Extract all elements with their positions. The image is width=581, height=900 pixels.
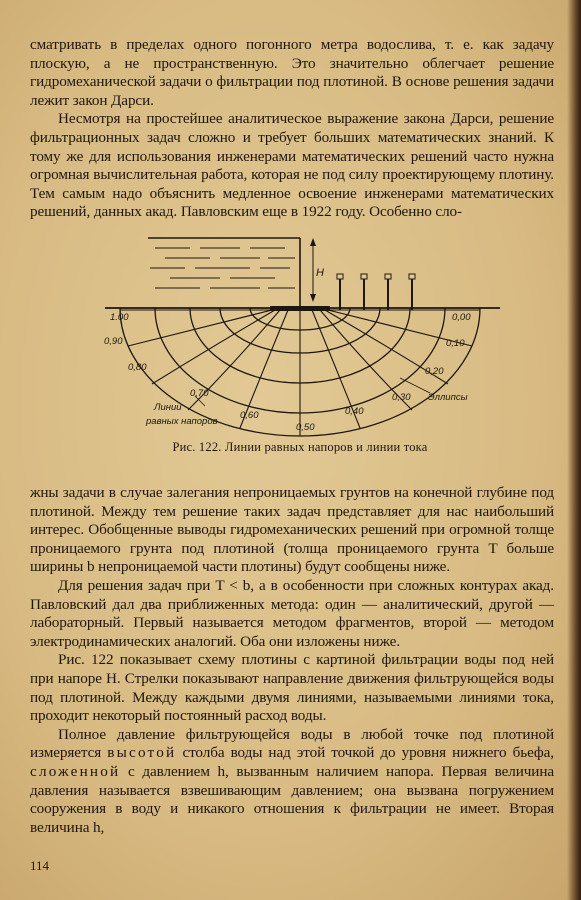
label-010: 0,10 <box>446 338 465 349</box>
label-lines: Линии <box>154 402 182 413</box>
label-090: 0,90 <box>104 336 123 347</box>
piezometers <box>340 276 412 310</box>
label-040: 0,40 <box>345 406 364 417</box>
paragraph-2: Несмотря на простейшее аналитическое выражение закона Дарси, решение фильтрационных задач сложно и требует больших математических знаний. К тому же для использования инженерами математических решений часто нужна огромная вычислительная работа, которая не под силу проектирующему плотину. Тем самым надо объяснить медленное освоение инженерами математических решений, данных акад. Павловским еще в 1922 году. Особенно сло- <box>30 110 554 221</box>
label-020: 0,20 <box>425 366 444 377</box>
figure-caption: Рис. 122. Линии равных напоров и линии тока <box>172 440 428 454</box>
water-hatching <box>150 248 295 288</box>
label-080: 0,80 <box>128 362 147 373</box>
label-030: 0,30 <box>392 392 411 403</box>
page-edge-shadow <box>567 0 581 900</box>
label-000: 0,00 <box>452 312 471 323</box>
bottom-text <box>30 484 554 837</box>
label-ellipses: Эллипсы <box>428 392 468 403</box>
paragraph-6-part1: Полное давление фильтрующейся воды в любой точке под плотиной измеряется <box>30 725 554 762</box>
paragraph-6-part3: с давлением h, вызванным наличием напора. Первая величина давления называется взвешивающим давлением; она вызвана погружением сооружения в воду и никакого отношения к фильтрации не имеет. Вторая величина h, <box>30 762 554 836</box>
paragraph-3: жны задачи в случае залегания непроницаемых грунтов на конечной глубине под плотиной. Между тем решение таких задач представляет для нас наибольший интерес. Обобщенные выводы гидромеханических решений при огромной толще проницаемого грунта под плотиной (толща проницаемого грунта T больше ширины b непроницаемой части плотины) будут сообщены ниже. <box>30 484 554 576</box>
label-head: H <box>316 267 324 279</box>
top-text <box>30 36 554 222</box>
paragraph-5: Рис. 122 показывает схему плотины с картиной фильтрации воды под ней при напоре H. Стрелки показывают направление движения фильтрующейся воды под плотиной. Между каждыми двумя линиями, называемыми линиями тока, проходит некоторый постоянный расход воды. <box>30 651 554 725</box>
filtration-diagram <box>100 228 520 438</box>
figure-122 <box>100 228 520 438</box>
label-equal-heads: равных напоров <box>146 416 218 427</box>
paragraph-4: Для решения задач при T < b, а в особенности при сложных контурах акад. Павловский дал два приближенных метода: один — аналитический, другой — лабораторный. Первый называется методом фрагментов, второй — методом электродинамических аналогий. Оба они изложены ниже. <box>30 576 554 650</box>
page-number: 114 <box>30 858 50 873</box>
emphasis-height: высотой <box>107 744 177 762</box>
label-100: 1.00 <box>110 312 129 323</box>
paragraph-6 <box>30 726 554 838</box>
label-060: 0,60 <box>240 410 259 421</box>
paragraph-1: сматривать в пределах одного погонного метра водослива, т. е. как задачу плоскую, а не пространственную. Это значительно облегчает решение гидромеханической задачи о фильтрации под плотиной. В основе решения задачи лежит закон Дарси. <box>30 36 554 109</box>
label-050: 0,50 <box>296 422 315 433</box>
emphasis-combined: сложенной <box>30 762 121 780</box>
label-070: 0,70 <box>190 388 209 399</box>
paragraph-6-part2: столба воды над этой точкой до уровня нижнего бьефа, <box>176 744 554 762</box>
